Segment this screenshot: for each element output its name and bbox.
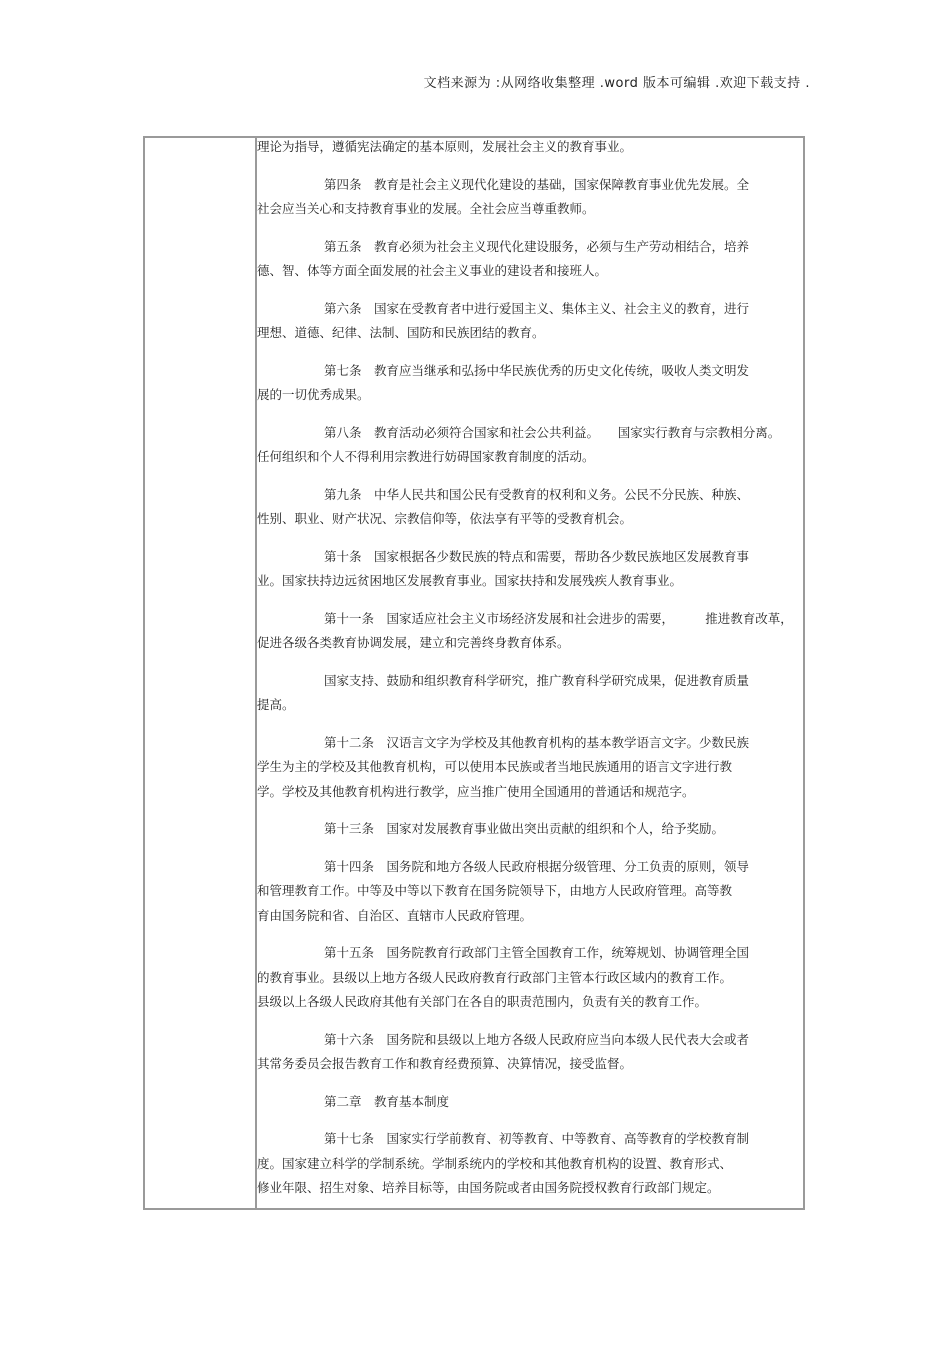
paragraph-line: 第十四条 国务院和地方各级人民政府根据分级管理、分工负责的原则，领导	[324, 858, 750, 874]
paragraph-line: 理想、道德、纪律、法制、国防和民族团结的教育。	[257, 325, 545, 340]
paragraph	[257, 173, 803, 222]
paragraph	[257, 545, 803, 594]
paragraph-line: 德、智、体等方面全面发展的社会主义事业的建设者和接班人。	[257, 263, 608, 278]
paragraph-line: 社会应当关心和支持教育事业的发展。全社会应当尊重教师。	[257, 201, 595, 216]
paragraph-line: 第十条 国家根据各少数民族的特点和需要，帮助各少数民族地区发展教育事	[324, 548, 750, 564]
paragraph-line: 和管理教育工作。中等及中等以下教育在国务院领导下，由地方人民政府管理。高等教	[257, 883, 733, 898]
paragraph-line: 育由国务院和省、自治区、直辖市人民政府管理。	[257, 907, 533, 923]
paragraph	[257, 817, 803, 842]
paragraph-line: 理论为指导，遵循宪法确定的基本原则，发展社会主义的教育事业。	[257, 139, 633, 154]
paragraph-line: 第八条 教育活动必须符合国家和社会公共利益。 国家实行教育与宗教相分离。	[324, 424, 781, 440]
paragraph-line: 其常务委员会报告教育工作和教育经费预算、决算情况，接受监督。	[257, 1056, 633, 1071]
paragraph	[257, 607, 803, 656]
paragraph	[257, 669, 803, 718]
paragraph-line: 国家支持、鼓励和组织教育科学研究，推广教育科学研究成果，促进教育质量	[324, 672, 750, 688]
paragraph	[257, 235, 803, 284]
paragraph	[257, 483, 803, 532]
paragraph	[257, 941, 803, 1015]
paragraph	[257, 1090, 803, 1115]
paragraph-line: 第七条 教育应当继承和弘扬中华民族优秀的历史文化传统，吸收人类文明发	[324, 362, 750, 378]
paragraph-line: 展的一切优秀成果。	[257, 387, 370, 402]
table-left-column	[145, 138, 255, 1208]
paragraph	[257, 731, 803, 805]
paragraph-line: 促进各级各类教育协调发展，建立和完善终身教育体系。	[257, 635, 570, 650]
paragraph-line: 学生为主的学校及其他教育机构，可以使用本民族或者当地民族通用的语言文字进行教	[257, 759, 733, 774]
paragraph-line: 第十三条 国家对发展教育事业做出突出贡献的组织和个人，给予奖励。	[324, 821, 725, 836]
paragraph-line: 第十五条 国务院教育行政部门主管全国教育工作，统筹规划、协调管理全国	[324, 945, 750, 960]
paragraph-line: 第十二条 汉语言文字为学校及其他教育机构的基本教学语言文字。少数民族	[324, 734, 750, 750]
paragraph-line: 第六条 国家在受教育者中进行爱国主义、集体主义、社会主义的教育，进行	[324, 300, 750, 316]
paragraph	[257, 1127, 803, 1201]
paragraph-line: 县级以上各级人民政府其他有关部门在各自的职责范围内，负责有关的教育工作。	[257, 994, 708, 1009]
paragraph-line: 第五条 教育必须为社会主义现代化建设服务，必须与生产劳动相结合，培养	[324, 238, 750, 254]
paragraph	[257, 421, 803, 470]
paragraph-line: 修业年限、招生对象、培养目标等，由国务院或者由国务院授权教育行政部门规定。	[257, 1180, 720, 1195]
table-content-column	[257, 138, 803, 1208]
paragraph-line: 学。学校及其他教育机构进行教学，应当推广使用全国通用的普通话和规范字。	[257, 783, 695, 799]
paragraph	[257, 135, 803, 160]
paragraph	[257, 855, 803, 929]
paragraph-line: 第二章 教育基本制度	[324, 1093, 450, 1109]
document-table	[143, 136, 805, 1210]
paragraph-line: 第十六条 国务院和县级以上地方各级人民政府应当向本级人民代表大会或者	[324, 1031, 750, 1047]
paragraph-line: 任何组织和个人不得利用宗教进行妨碍国家教育制度的活动。	[257, 449, 595, 464]
paragraph-line: 提高。	[257, 697, 295, 712]
paragraph-line: 第十一条 国家适应社会主义市场经济发展和社会进步的需要， 推进教育改革，	[324, 610, 793, 626]
paragraph-line: 性别、职业、财产状况、宗教信仰等，依法享有平等的受教育机会。	[257, 511, 633, 526]
paragraph	[257, 1028, 803, 1077]
header-note: 文档来源为 :从网络收集整理 .word 版本可编辑 .欢迎下载支持 .	[423, 76, 810, 91]
paragraph-line: 度。国家建立科学的学制系统。学制系统内的学校和其他教育机构的设置、教育形式、	[257, 1155, 733, 1171]
paragraph-line: 业。国家扶持边远贫困地区发展教育事业。国家扶持和发展残疾人教育事业。	[257, 573, 683, 588]
paragraph-line: 第四条 教育是社会主义现代化建设的基础，国家保障教育事业优先发展。全	[324, 176, 750, 192]
paragraph-line: 第十七条 国家实行学前教育、初等教育、中等教育、高等教育的学校教育制	[324, 1131, 750, 1146]
paragraph	[257, 359, 803, 408]
paragraph	[257, 297, 803, 346]
paragraph-line: 第九条 中华人民共和国公民有受教育的权利和义务。公民不分民族、种族、	[324, 486, 750, 502]
paragraph-line: 的教育事业。县级以上地方各级人民政府教育行政部门主管本行政区域内的教育工作。	[257, 969, 733, 985]
